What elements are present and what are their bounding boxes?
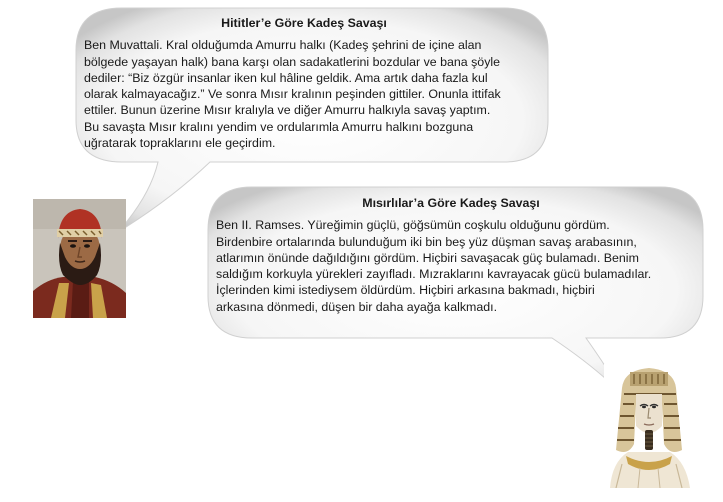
hittite-bubble-title: Hititler’e Göre Kadeş Savaşı <box>221 16 387 30</box>
egypt-bubble-title: Mısırlılar’a Göre Kadeş Savaşı <box>362 196 540 210</box>
hittite-line: bölgede yaşayan halk) bana karşı olan sadakatlerini bozdular ve bana şöyle <box>84 54 501 69</box>
hittite-king-portrait-icon <box>33 199 126 318</box>
egypt-line: Birdenbire ortalarında bulunduğum iki bin beş yüz düşman savaş arabasının, <box>216 234 637 249</box>
pharaoh-portrait-icon <box>604 364 694 488</box>
egypt-line: saldığım korkuyla yürekleri zayıfladı. Mızraklarını kavrayacak gücü bulamadılar. <box>216 267 652 282</box>
hittite-line: Ben Muvattali. Kral olduğumda Amurru halkı (Kadeş şehrini de içine alan <box>84 38 482 53</box>
hittite-line: uğratarak topraklarını ele geçirdim. <box>84 136 276 151</box>
egypt-line: İçlerinden kimi istediysem öldürdüm. Hiçbiri arkasına bakmadı, hiçbiri <box>216 283 595 298</box>
hittite-line: olarak kalmayacağız.” Ve sonra Mısır kralının peşinden gittiler. Onunla ittifak <box>84 87 501 102</box>
egypt-line: atlarımın önünde dağıldığını gördüm. Hiçbiri savaşacak güç bulamadı. Benim <box>216 250 639 265</box>
egypt-line: Ben II. Ramses. Yüreğimin güçlü, göğsümün coşkulu olduğunu gördüm. <box>216 218 610 233</box>
hittite-line: dediler: “Biz özgür insanlar iken kul hâline geldik. Ama artık daha fazla kul <box>84 70 488 85</box>
hittite-line: Bu savaşta Mısır kralını yendim ve ordularımla Amurru halkını bozguna <box>84 119 474 134</box>
egypt-bubble-text <box>216 195 686 315</box>
egypt-line: arkasına dönmedi, düşen bir daha ayağa kalkmadı. <box>216 299 498 314</box>
hittite-line: ettiler. Bunun üzerine Mısır kralıyla ve diğer Amurru halkıyla savaş yaptım. <box>84 103 491 118</box>
hittite-bubble-text <box>84 15 524 151</box>
